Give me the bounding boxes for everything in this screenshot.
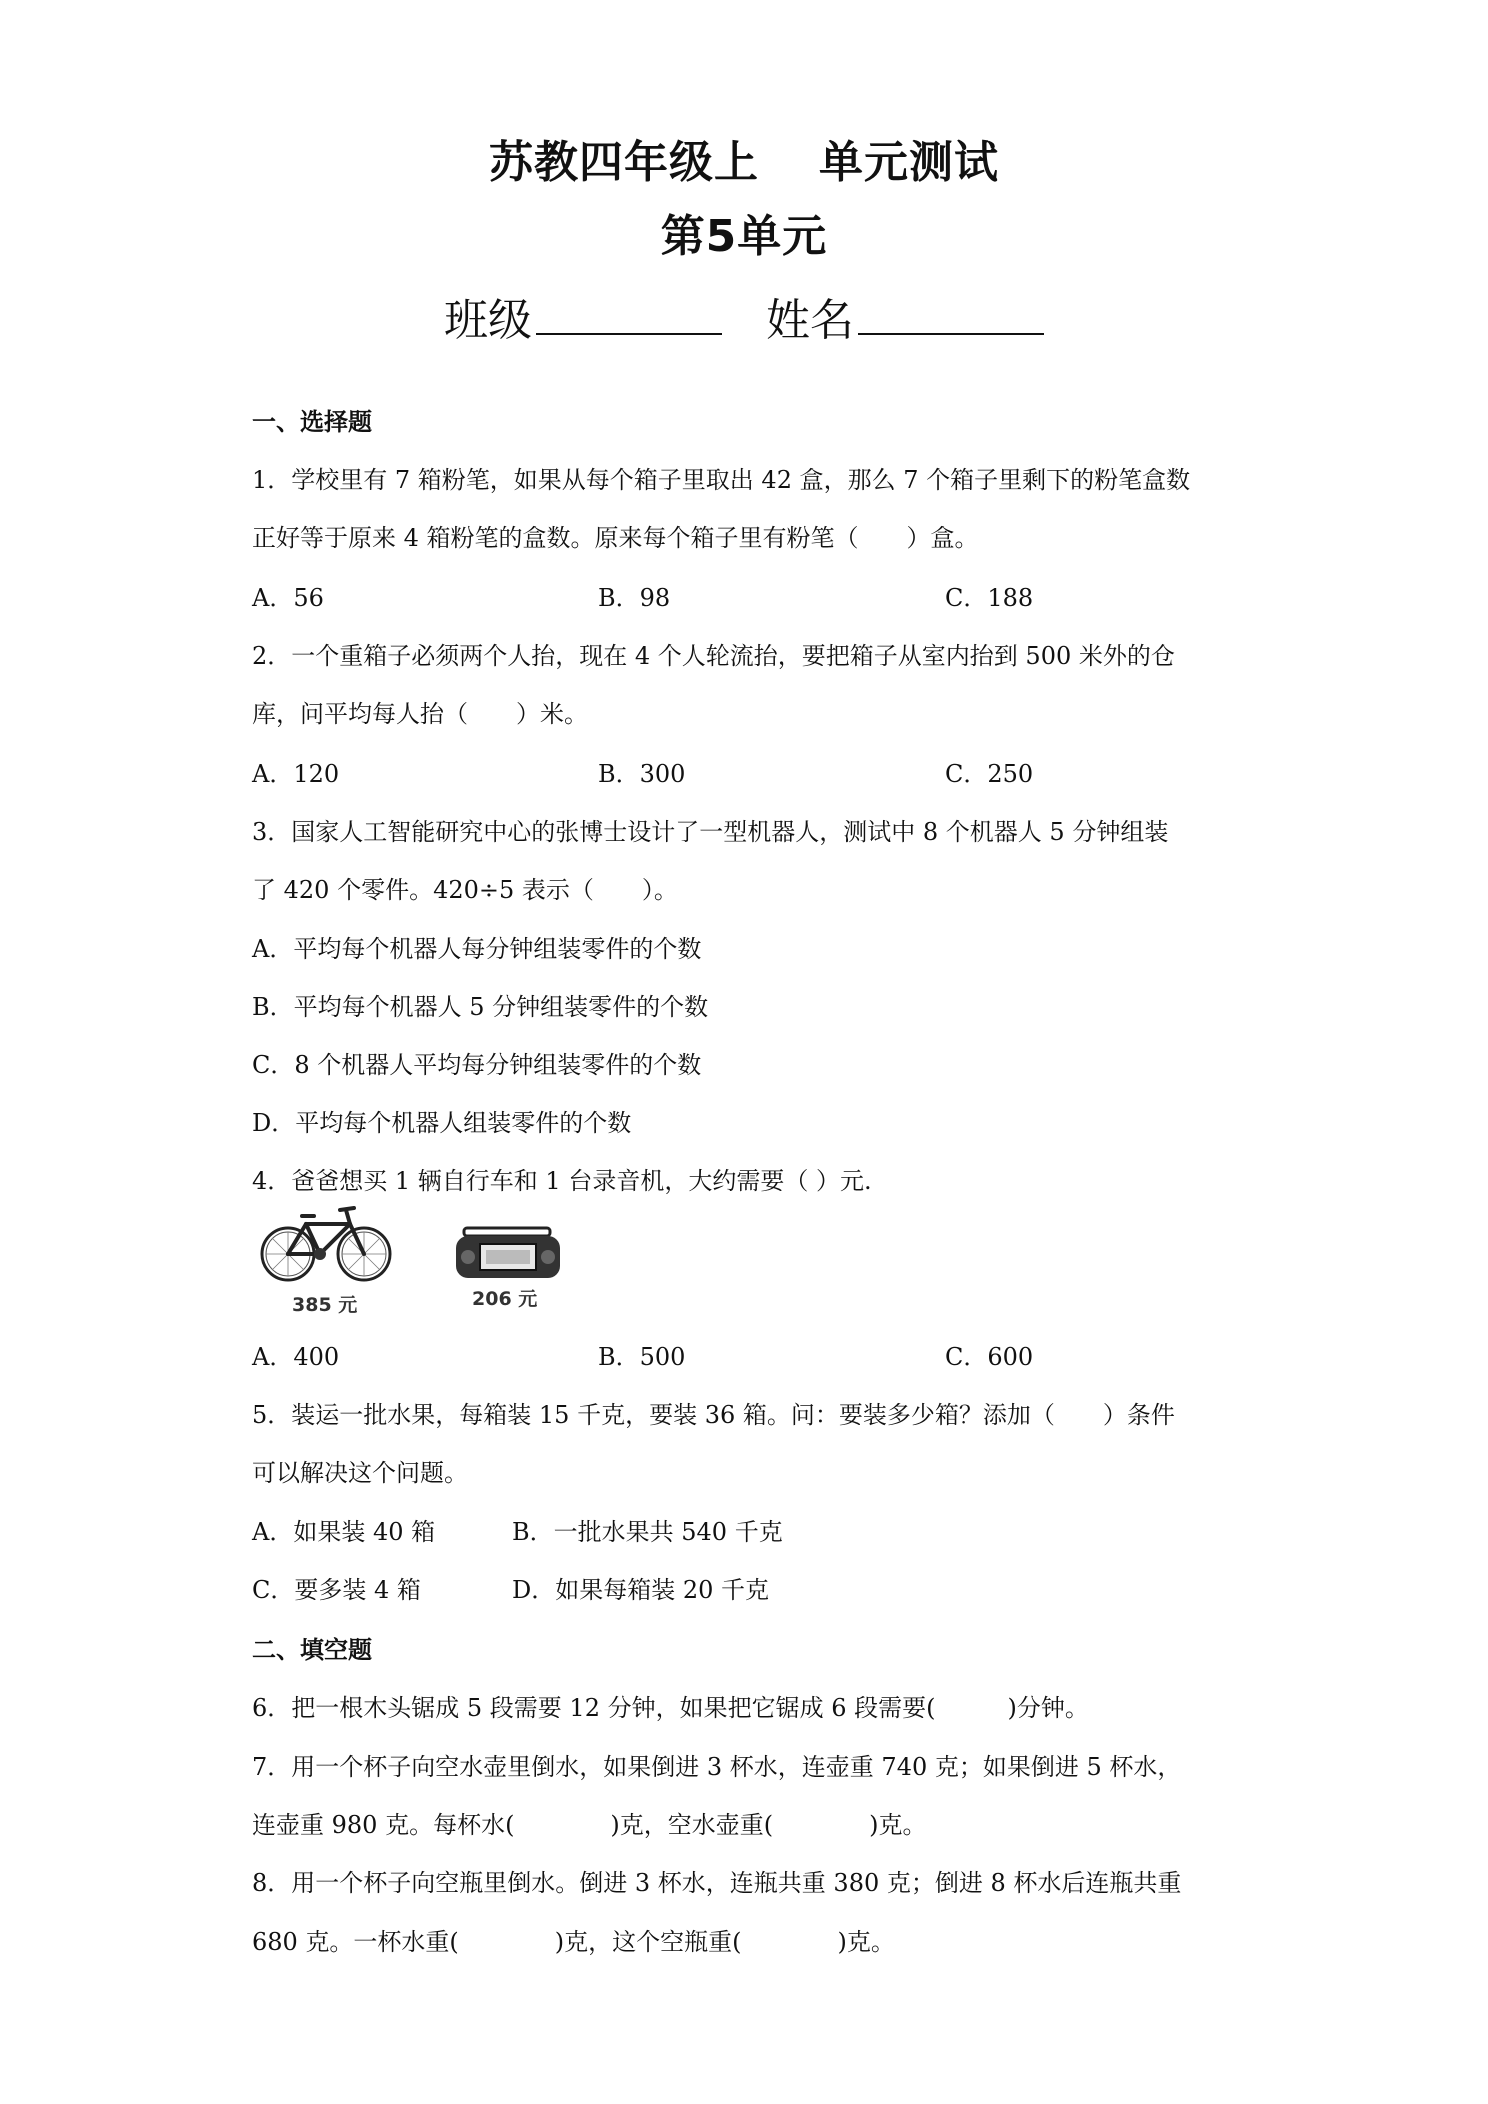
- q4-option-c[interactable]: C．600: [945, 1343, 1034, 1371]
- q1-option-a[interactable]: A．56: [252, 584, 324, 612]
- section-fill-title: 二、填空题: [252, 1636, 372, 1664]
- q5-option-d[interactable]: D．如果每箱装 20 千克: [512, 1576, 770, 1604]
- q7-line2: 连壶重 980 克。每杯水( )克，空水壶重( )克。: [252, 1811, 927, 1839]
- page-title: [0, 126, 1488, 190]
- name-blank[interactable]: [858, 297, 1044, 335]
- class-blank[interactable]: [536, 297, 722, 335]
- bike-price: 385 元: [292, 1294, 358, 1316]
- bicycle-icon: [258, 1200, 398, 1286]
- q3-option-b[interactable]: B．平均每个机器人 5 分钟组装零件的个数: [252, 993, 709, 1021]
- q8-line2: 680 克。一杯水重( )克，这个空瓶重( )克。: [252, 1928, 895, 1956]
- q4-option-a[interactable]: A．400: [252, 1343, 340, 1371]
- q3-option-a[interactable]: A．平均每个机器人每分钟组装零件的个数: [252, 935, 702, 963]
- q7-line1: 7．用一个杯子向空水壶里倒水，如果倒进 3 杯水，连壶重 740 克；如果倒进 5 杯水，: [252, 1753, 1182, 1781]
- section-choice-title: 一、选择题: [252, 408, 372, 436]
- q4-line1: 4．爸爸想买 1 辆自行车和 1 台录音机，大约需要（ ）元.: [252, 1167, 872, 1195]
- q3-line1: 3．国家人工智能研究中心的张博士设计了一型机器人，测试中 8 个机器人 5 分钟组装: [252, 818, 1169, 846]
- q5-option-b[interactable]: B．一批水果共 540 千克: [512, 1518, 783, 1546]
- q3-option-d[interactable]: D．平均每个机器人组装零件的个数: [252, 1109, 632, 1137]
- student-info-line: [0, 284, 1488, 348]
- q8-line1: 8．用一个杯子向空瓶里倒水。倒进 3 杯水，连瓶共重 380 克；倒进 8 杯水后连瓶共重: [252, 1869, 1182, 1897]
- title-grade: 苏教四年级上: [489, 137, 759, 188]
- unit-title: 第5单元: [660, 211, 828, 262]
- q1-option-c[interactable]: C．188: [945, 584, 1034, 612]
- q5-line2: 可以解决这个问题。: [252, 1459, 468, 1487]
- radio-icon: [454, 1226, 564, 1282]
- q5-option-c[interactable]: C．要多装 4 箱: [252, 1576, 421, 1604]
- q1-line2: 正好等于原来 4 箱粉笔的盒数。原来每个箱子里有粉笔（ ）盒。: [252, 524, 979, 552]
- class-label: 班级: [444, 295, 532, 346]
- title-test: 单元测试: [819, 137, 999, 188]
- q2-option-c[interactable]: C．250: [945, 760, 1034, 788]
- q3-option-c[interactable]: C．8 个机器人平均每分钟组装零件的个数: [252, 1051, 702, 1079]
- q6-line1: 6．把一根木头锯成 5 段需要 12 分钟，如果把它锯成 6 段需要( )分钟。: [252, 1694, 1089, 1722]
- q5-option-a[interactable]: A．如果装 40 箱: [252, 1518, 436, 1546]
- q2-option-b[interactable]: B．300: [598, 760, 686, 788]
- radio-price: 206 元: [472, 1288, 538, 1310]
- q1-line1: 1．学校里有 7 箱粉笔，如果从每个箱子里取出 42 盒，那么 7 个箱子里剩下的粉笔盒数: [252, 466, 1191, 494]
- name-label: 姓名: [766, 295, 854, 346]
- q4-option-b[interactable]: B．500: [598, 1343, 686, 1371]
- q2-option-a[interactable]: A．120: [252, 760, 340, 788]
- q3-line2: 了 420 个零件。420÷5 表示（ ）。: [252, 876, 678, 904]
- q1-option-b[interactable]: B．98: [598, 584, 671, 612]
- q2-line1: 2．一个重箱子必须两个人抬，现在 4 个人轮流抬，要把箱子从室内抬到 500 米外的仓: [252, 642, 1175, 670]
- q5-line1: 5．装运一批水果，每箱装 15 千克，要装 36 箱。问：要装多少箱？添加（ ）条件: [252, 1401, 1175, 1429]
- q2-line2: 库，问平均每人抬（ ）米。: [252, 700, 588, 728]
